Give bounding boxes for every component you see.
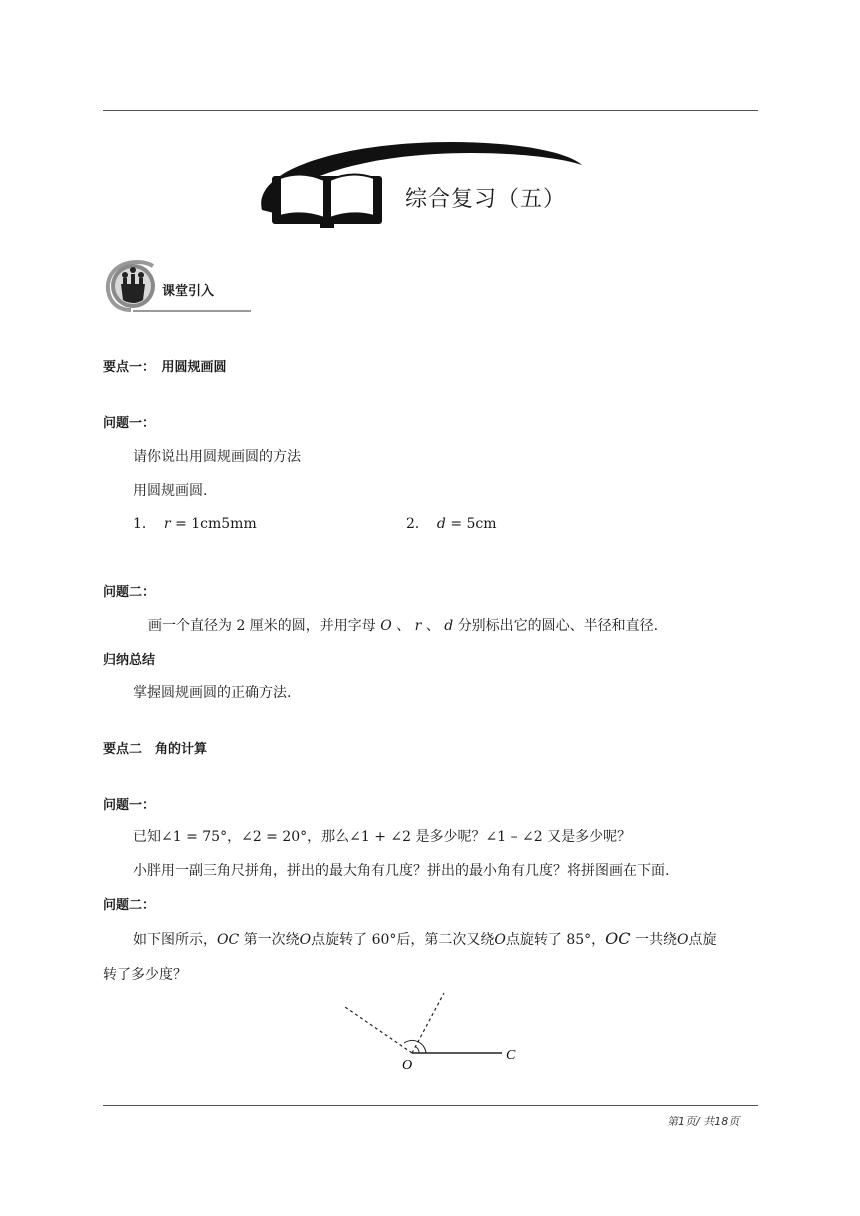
point2-q2-line2: 转了多少度？ [103, 967, 187, 983]
q2-var-d: d [444, 618, 454, 634]
header-rule [103, 110, 758, 111]
item2-number: 2． [406, 516, 429, 532]
angle-figure [330, 985, 530, 1075]
point1-q2-text [148, 615, 658, 635]
point2-q2-line1 [133, 929, 716, 949]
item2-value: = 5cm [445, 516, 497, 532]
item1-variable: r [163, 516, 171, 532]
book-icon [268, 168, 386, 230]
item1-number: 1． [133, 516, 156, 532]
q2b-var-oc: OC [217, 932, 240, 948]
page-number: 第1页/ 共18页 [667, 1115, 740, 1128]
point1-q1-heading: 问题一： [103, 416, 156, 431]
point2-q1-line2: 小胖用一副三角尺拼角，拼出的最大角有几度？拼出的最小角有几度？将拼图画在下面. [133, 863, 670, 879]
label-c: C [506, 1048, 516, 1063]
q2b-var-o1: O [299, 932, 312, 948]
q2b-part5: 一共绕 [634, 932, 677, 948]
item2-variable: d [436, 516, 446, 532]
section-banner-label: 课堂引入 [162, 284, 215, 299]
q2-var-r: r [414, 618, 422, 634]
q2-text-part2: 、 [396, 618, 411, 634]
point2-q1-line1: 已知∠1 = 75°，∠2 = 20°，那么∠1 + ∠2 是多少呢？∠1 – ∠2 又是多少呢？ [133, 829, 632, 845]
page-title: 综合复习（五） [405, 187, 567, 212]
summary-heading: 归纳总结 [103, 653, 156, 668]
point1-q1-line2: 用圆规画圆. [133, 483, 208, 499]
q2b-part3: 点旋转了 60°后，第二次又绕 [311, 932, 495, 948]
q2b-var-o3: O [676, 932, 689, 948]
point2-q2-heading: 问题二： [103, 898, 156, 913]
point1-q1-item2 [406, 513, 497, 533]
q2-text-part3: 、 [425, 618, 440, 634]
q2-text-part1: 画一个直径为 2 厘米的圆，并用字母 [148, 618, 376, 634]
label-o: O [402, 1058, 413, 1073]
q2b-part6: 点旋 [688, 932, 717, 948]
summary-text: 掌握圆规画圆的正确方法. [133, 685, 292, 701]
point1-q1-line1: 请你说出用圆规画圆的方法 [133, 449, 301, 465]
q2-text-part4: 分别标出它的圆心、半径和直径. [457, 618, 659, 634]
q2b-var-oc2: OC [605, 929, 631, 948]
point1-q2-heading: 问题二： [103, 585, 156, 600]
item1-value: = 1cm5mm [170, 516, 257, 532]
footer-rule [103, 1105, 758, 1106]
point1-heading: 要点一： 用圆规画圆 [103, 360, 227, 375]
point2-heading: 要点二 角的计算 [103, 742, 208, 757]
q2b-part1: 如下图所示， [133, 932, 217, 948]
point1-q1-item1 [133, 513, 257, 533]
q2-var-o: O [380, 618, 392, 634]
point2-q1-heading: 问题一： [103, 798, 156, 813]
q2b-part2: 第一次绕 [243, 932, 300, 948]
q2b-part4: 点旋转了 85°， [505, 932, 606, 948]
q2b-var-o2: O [494, 932, 506, 948]
